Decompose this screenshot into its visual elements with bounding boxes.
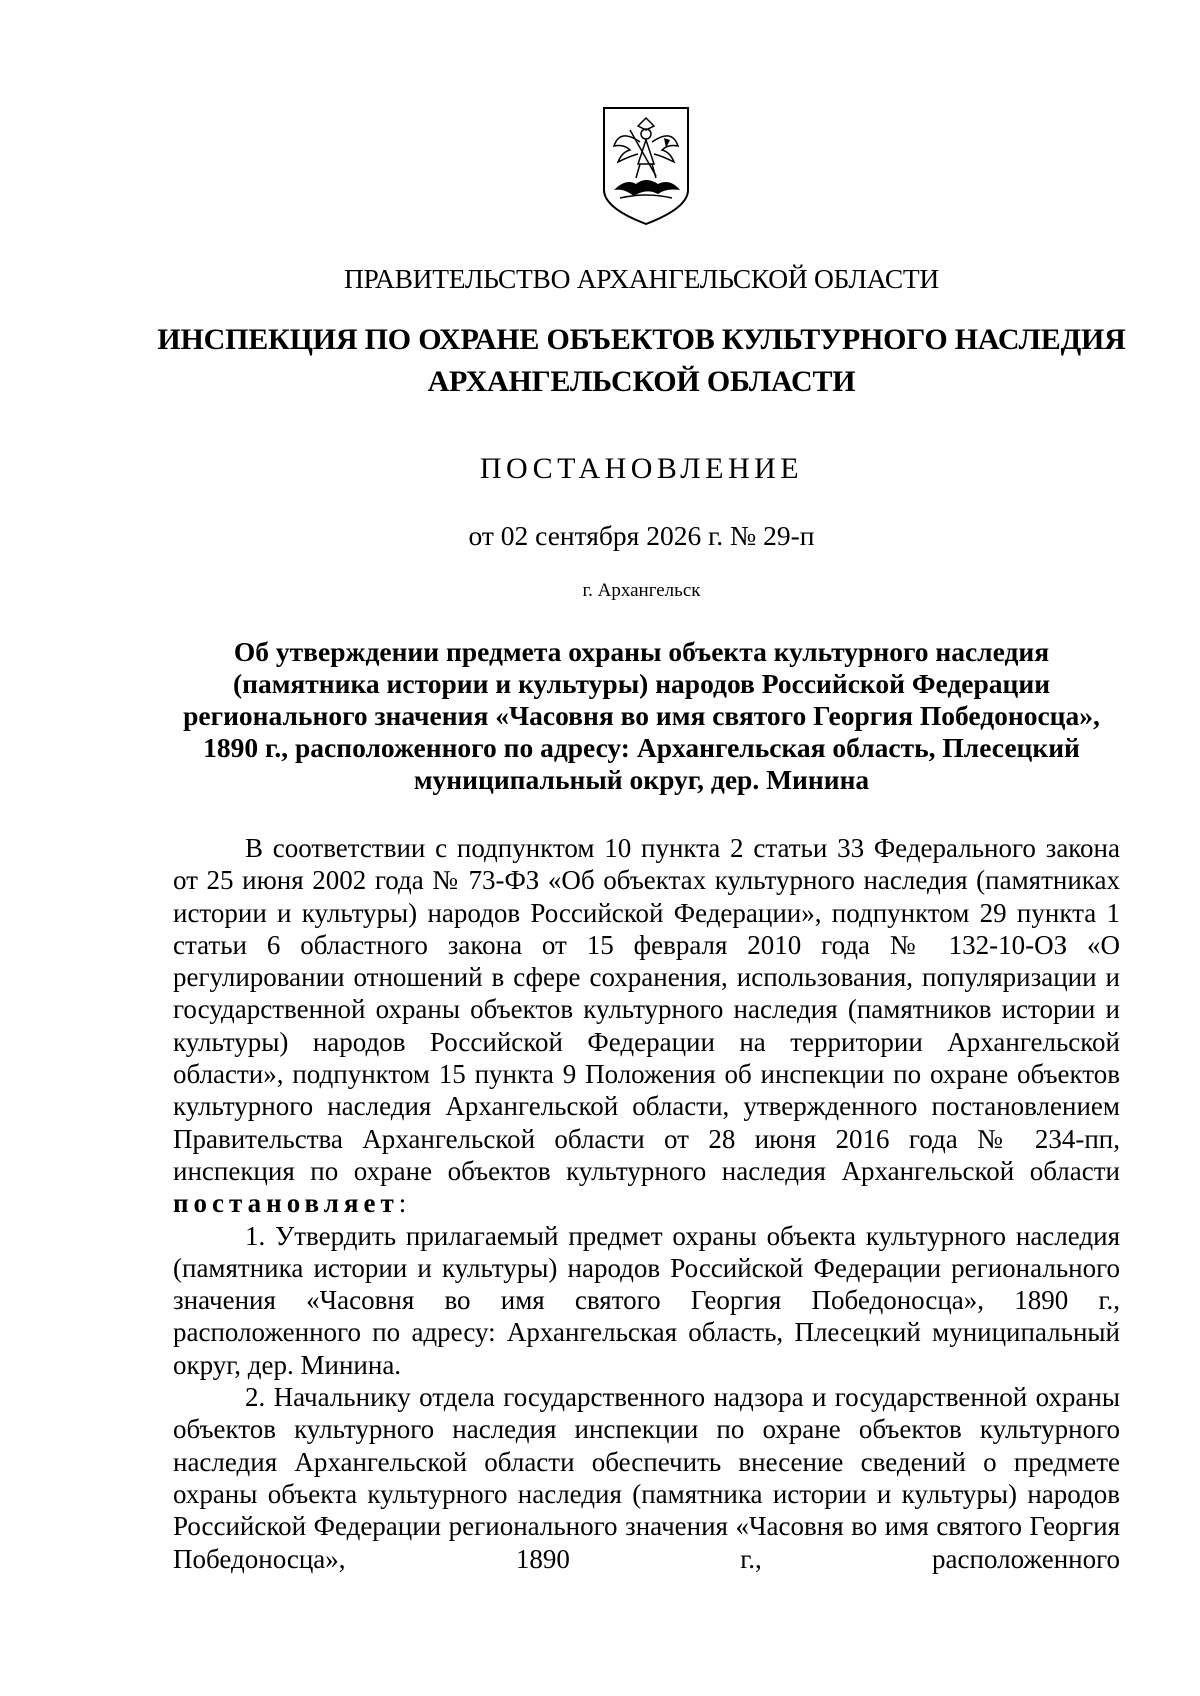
document-date-number: от 02 сентября 2026 г. № 29-п: [468, 520, 815, 551]
preamble-text: В соответствии с подпунктом 10 пункта 2 статьи 33 Федерального закона от 25 июня 2002 года № 73-ФЗ «Об объектах культурного наследия (памятниках истории и культуры) народов Российской Федерации», подпунктом 29 пункта 1 статьи 6 областного закона от 15 февраля 2010 года № 132-10-ОЗ «О регулировании отношений в сфере сохранения, использования, популяризации и государственной охраны объектов культурного наследия (памятников истории и культуры) народов Российской Федерации на территории Архангельской области», подпунктом 15 пункта 9 Положения об инспекции по охране объектов культурного наследия Архангельской области, утвержденного постановлением Правительства Архангельской области от 28 июня 2016 года № 234-пп, инспекция по охране объектов культурного наследия Архангельской области: [173, 833, 1120, 1186]
item-1-paragraph: 1. Утвердить прилагаемый предмет охраны объекта культурного наследия (памятника истории и культуры) народов Российской Федерации регионального значения «Часовня во имя святого Георгия Победоносца», 1890 г., расположенного по адресу: Архангельская область, Плесецкий муниципальный округ, дер. Минина.: [173, 1220, 1120, 1380]
document-title: Об утверждении предмета охраны объекта культурного наследия (памятника истории и культуры) народов Российской Федерации регионального значения «Часовня во имя святого Георгия Победоносца», 1890 г., расположенного по адресу: Архангельская область, Плесецкий муниципальный округ, дер. Минина: [183, 636, 1100, 795]
inspection-name: [0, 319, 1200, 403]
preamble-paragraph: [173, 832, 1120, 1220]
document-body: [173, 832, 1120, 1575]
inspection-name-line1: ИНСПЕКЦИЯ ПО ОХРАНЕ ОБЪЕКТОВ КУЛЬТУРНОГО НАСЛЕДИЯ: [157, 323, 1126, 356]
archangel-coat-of-arms-icon: [600, 104, 692, 228]
decree-colon: :: [398, 1188, 407, 1219]
government-name: ПРАВИТЕЛЬСТВО АРХАНГЕЛЬСКОЙ ОБЛАСТИ: [344, 263, 939, 294]
item-2-paragraph: 2. Начальнику отдела государственного надзора и государственной охраны объектов культурного наследия инспекции по охране объектов культурного наследия Архангельской области обеспечить внесение сведений о предмете охраны объекта культурного наследия (памятника истории и культуры) народов Российской Федерации регионального значения «Часовня во имя святого Георгия Победоносца», 1890 г., расположенного: [173, 1382, 1120, 1574]
inspection-name-line2: АРХАНГЕЛЬСКОЙ ОБЛАСТИ: [427, 365, 856, 398]
document-type: ПОСТАНОВЛЕНИЕ: [479, 452, 804, 485]
decree-word: постановляет: [173, 1188, 399, 1219]
document-city: г. Архангельск: [582, 580, 701, 601]
